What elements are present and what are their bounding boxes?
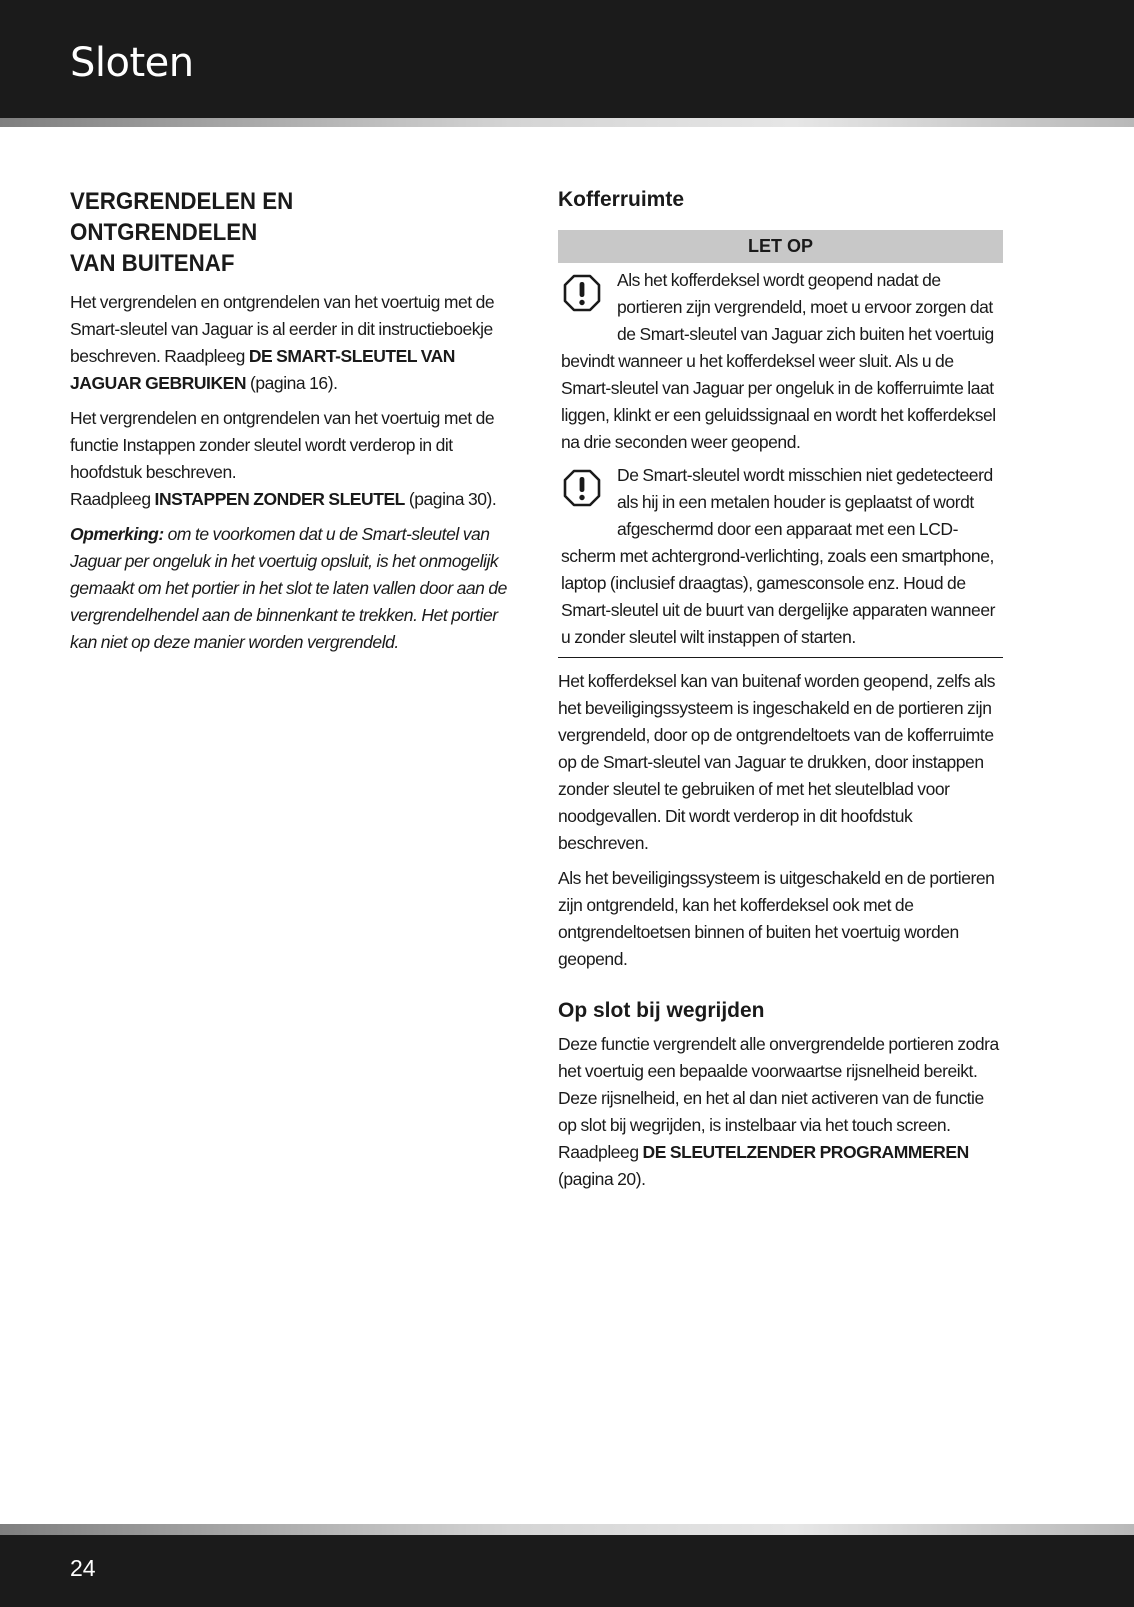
intro-paragraph [70,289,518,397]
note-label: Opmerking: [70,524,164,544]
caution-item [561,267,1003,456]
trunk-opening-paragraph: Het kofferdeksel kan van buitenaf worden geopend, zelfs als het beveiligingssysteem is ingeschakeld en de portieren zijn vergrendeld, door op de ontgrendeltoets van de kofferruimte op de Smart-sleutel van Jaguar te drukken, door instappen zonder sleutel te gebruiken of met het sleutelblad voor noodgevallen. Dit wordt verderop in dit hoofdstuk beschreven. [558,671,996,853]
keyless-paragraph: Het vergrendelen en ontgrendelen van het voertuig met de functie Instappen zonder sleutel wordt verderop in dit hoofdstuk beschreven. [70,408,495,482]
smart-key-reference: DE SMART-SLEUTEL VAN JAGUAR GEBRUIKEN [70,346,455,393]
caution-text-detection: De Smart-sleutel wordt misschien niet gedetecteerd als hij in een metalen houder is geplaatst of wordt afgeschermd door een apparaat met een LCD-scherm met achtergrond-verlichting, zoals een smartphone, laptop (inclusief draagtas), gamesconsole enz. Houd de Smart-sleutel uit de buurt van dergelijke apparaten wanneer u zonder sleutel wilt instappen of starten. [561,465,995,647]
key-programming-reference: DE SLEUTELZENDER PROGRAMMEREN [642,1142,969,1162]
intro-page-ref: (pagina 16). [246,373,338,393]
programming-page-ref: (pagina 20). [558,1169,646,1189]
header-divider [0,118,1134,127]
note-text: om te voorkomen dat u de Smart-sleutel van Jaguar per ongeluk in het voertuig opsluit, is het onmogelijk gemaakt om het portier in het slot te laten vallen door aan de vergrendelhendel aan de binnenkant te trekken. Het portier kan niet op deze manier worden vergrendeld. [70,524,507,652]
section-title-line2: VAN BUITENAF [70,250,235,277]
footer-bar [0,1535,1134,1607]
programming-ref-text: Raadpleeg [558,1142,643,1162]
caution-divider [558,657,1003,658]
drive-away-lock-title: Op slot bij wegrijden [558,999,765,1022]
trunk-unlocked-paragraph: Als het beveiligingssysteem is uitgeschakeld en de portieren zijn ontgrendeld, kan het kofferdeksel ook met de ontgrendeltoetsen binnen of buiten het voertuig worden geopend. [558,868,995,969]
warning-icon [562,273,602,313]
right-column [558,186,1003,1201]
section-title-line1: VERGRENDELEN EN ONTGRENDELEN [70,188,294,246]
kofferruimte-title: Kofferruimte [558,188,685,211]
keyless-reference-paragraph [70,486,518,513]
caution-header: LET OP [558,230,1003,263]
programming-reference-paragraph [558,1139,1003,1193]
page-number: 24 [70,1555,96,1581]
note-paragraph [70,521,518,656]
section-title [70,186,487,279]
keyless-entry-reference: INSTAPPEN ZONDER SLEUTEL [154,489,405,509]
chapter-title: Sloten [70,40,194,86]
left-column [70,186,518,664]
caution-item [561,462,1003,651]
keyless-ref-text: Raadpleeg [70,489,155,509]
keyless-page-ref: (pagina 30). [404,489,497,509]
drive-away-lock-paragraph: Deze functie vergrendelt alle onvergrendelde portieren zodra het voertuig een bepaalde voorwaartse rijsnelheid bereikt. Deze rijsnelheid, en het al dan niet activeren van de functie op slot bij wegrijden, is instelbaar via het touch screen. [558,1034,999,1135]
footer-divider [0,1524,1134,1535]
caution-text-trunk: Als het kofferdeksel wordt geopend nadat de portieren zijn vergrendeld, moet u ervoor zorgen dat de Smart-sleutel van Jaguar zich buiten het voertuig bevindt wanneer u het kofferdeksel weer sluit. Als u de Smart-sleutel van Jaguar per ongeluk in de kofferruimte laat liggen, klinkt er een geluidssignaal en wordt het kofferdeksel na drie seconden weer geopend. [561,270,996,452]
warning-icon [562,468,602,508]
intro-text: Het vergrendelen en ontgrendelen van het voertuig met de Smart-sleutel van Jaguar is al eerder in dit instructieboekje beschreven. Raadpleeg [70,292,495,366]
